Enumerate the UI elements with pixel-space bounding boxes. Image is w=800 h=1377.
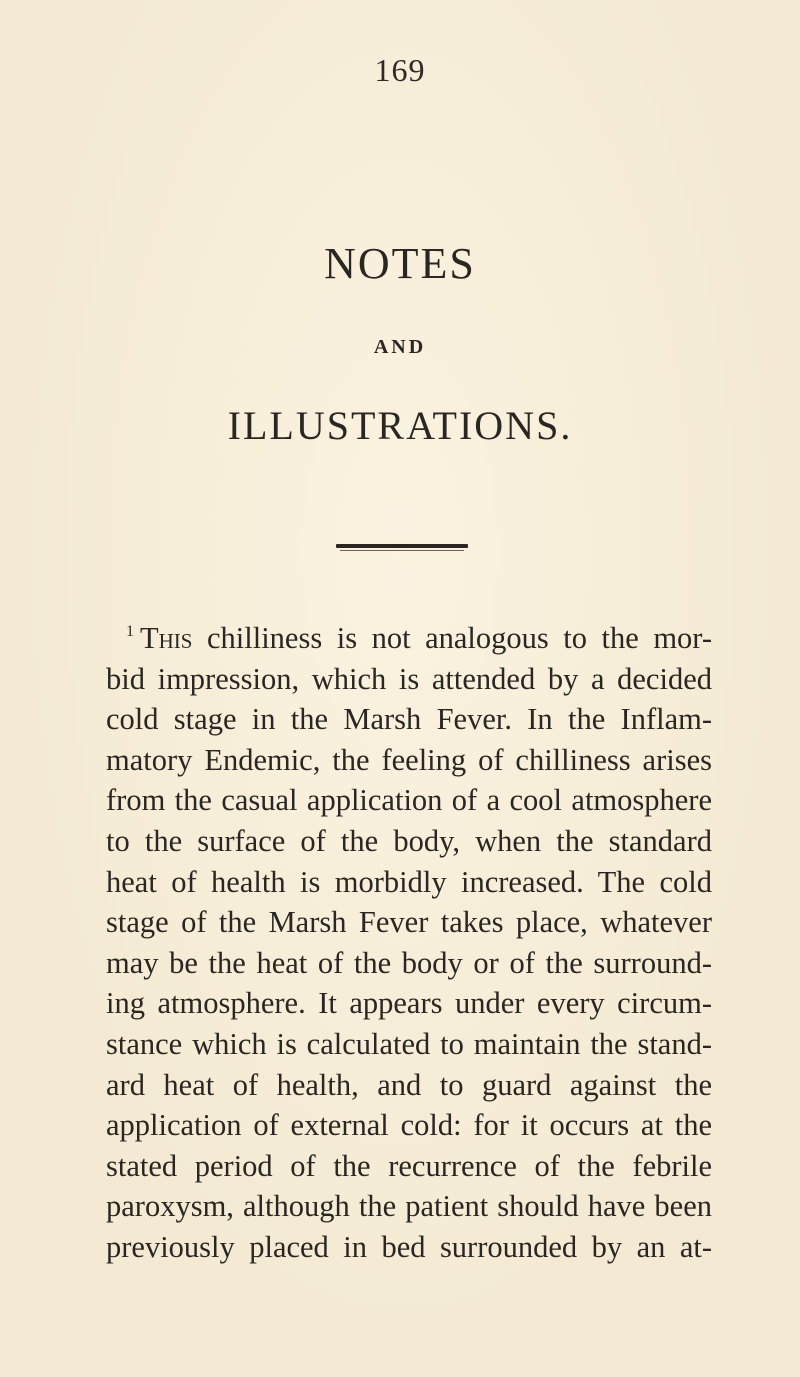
paragraph-line: application of external cold: for it occurs at the xyxy=(106,1108,712,1143)
paragraph-line: may be the heat of the body or of the surround- xyxy=(106,945,712,980)
paragraph-line: stage of the Marsh Fever takes place, whatever xyxy=(106,905,712,940)
section-divider-rule xyxy=(336,544,468,548)
paragraph-line: stance which is calculated to maintain the stand- xyxy=(106,1026,712,1061)
section-divider-thin-rule xyxy=(340,550,464,551)
paragraph-line: matory Endemic, the feeling of chilliness arises xyxy=(106,742,712,777)
paragraph-line: from the casual application of a cool atmosphere xyxy=(106,783,712,818)
paragraph-line: previously placed in bed surrounded by an at- xyxy=(106,1229,712,1264)
heading-and: AND xyxy=(373,336,427,358)
paragraph-line: ing atmosphere. It appears under every circum- xyxy=(106,986,712,1021)
footnote-paragraph xyxy=(106,612,712,1268)
paragraph-line: heat of health is morbidly increased. The cold xyxy=(106,864,712,899)
page-number: 169 xyxy=(374,52,426,88)
heading-illustrations: ILLUSTRATIONS. xyxy=(227,403,573,448)
paragraph-line: to the surface of the body, when the standard xyxy=(106,823,712,858)
paragraph-line: bid impression, which is attended by a decided xyxy=(106,661,712,696)
paragraph-line: stated period of the recurrence of the febrile xyxy=(106,1148,712,1183)
paragraph-line: paroxysm, although the patient should have been xyxy=(106,1189,712,1224)
paragraph-first-word: This xyxy=(140,621,193,655)
footnote-marker: 1 xyxy=(126,623,134,640)
paragraph-line-text: chilliness is not analogous to the mor- xyxy=(207,621,713,655)
paragraph-line: ard heat of health, and to guard against the xyxy=(106,1067,712,1102)
paragraph-line: cold stage in the Marsh Fever. In the Inflam- xyxy=(106,702,712,737)
paragraph-line xyxy=(106,612,712,659)
heading-notes: NOTES xyxy=(324,239,476,288)
